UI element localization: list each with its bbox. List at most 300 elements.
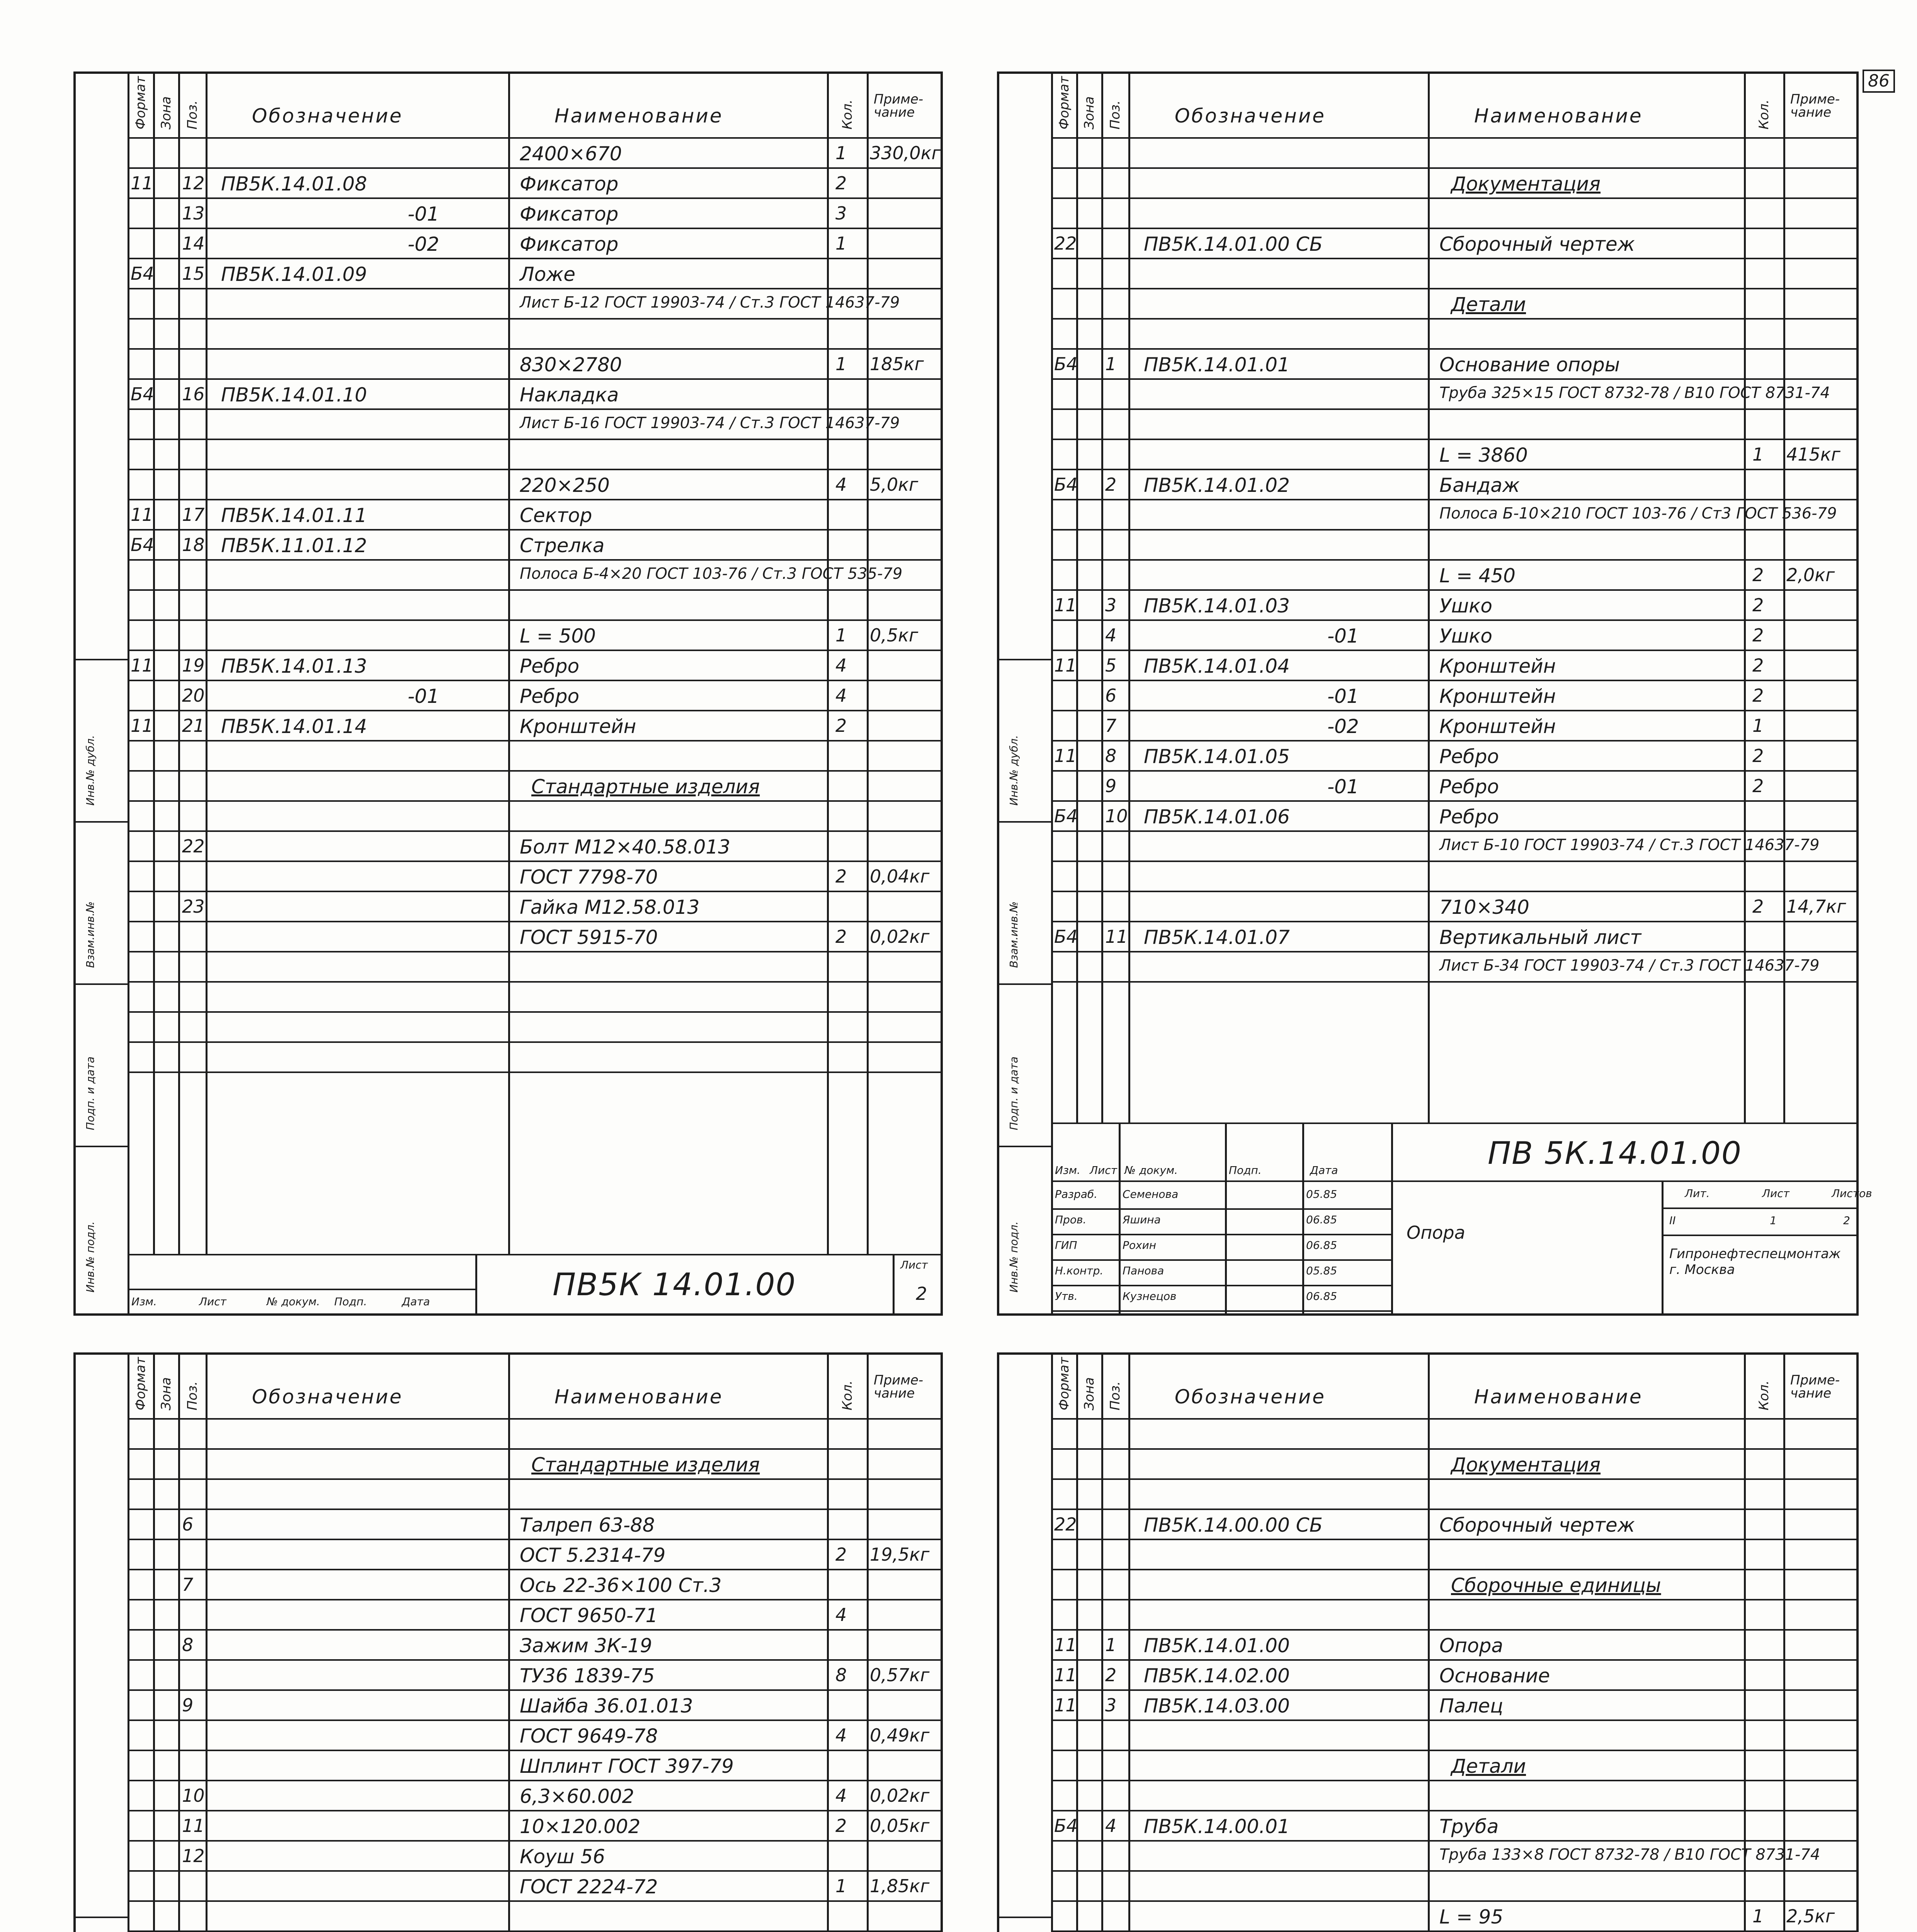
row-line — [1051, 619, 1859, 621]
row-note: 415кг — [1786, 444, 1840, 465]
row-format: Б4 — [131, 384, 154, 405]
row-quantity: 2 — [835, 866, 847, 887]
stamp-role: ГИП — [1055, 1239, 1077, 1252]
header-name: Наименование — [1474, 105, 1643, 127]
row-line — [1051, 1810, 1859, 1811]
row-line — [128, 650, 943, 651]
row-quantity: 2 — [1752, 685, 1764, 706]
row-name: Шайба 36.01.013 — [520, 1695, 693, 1717]
stamp-code-line — [1391, 1180, 1859, 1182]
header-format: Формат — [1056, 1357, 1072, 1410]
header-qty: Кол. — [839, 1380, 855, 1410]
row-name: Ложе — [520, 263, 575, 286]
stamp-col-ndoc: № докум. — [267, 1295, 320, 1308]
stamp-col-list: Лист — [199, 1295, 226, 1308]
header-qty: Кол. — [1756, 1380, 1772, 1410]
row-name: 830×2780 — [520, 354, 622, 376]
row-line — [128, 861, 943, 862]
row-designation: -01 — [408, 685, 439, 707]
column-divider — [508, 71, 510, 1254]
row-note: 2,5кг — [1786, 1906, 1835, 1927]
row-designation: -02 — [1327, 715, 1359, 738]
stamp-date: 06.85 — [1306, 1213, 1337, 1226]
row-line — [1051, 1840, 1859, 1842]
section-heading: Стандартные изделия — [531, 1454, 760, 1476]
section-heading: Документация — [1451, 1454, 1601, 1476]
stamp-person: Семенова — [1123, 1188, 1179, 1201]
row-name: Коуш 56 — [520, 1845, 605, 1868]
stamp-role: Разраб. — [1055, 1188, 1098, 1201]
stamp-line — [1051, 1310, 1391, 1312]
row-position: 1 — [1105, 354, 1117, 374]
row-name: Ребро — [520, 655, 580, 677]
row-name: Вертикальный лист — [1439, 926, 1641, 949]
side-stamp-label: Подп. и дата — [84, 1056, 97, 1130]
row-quantity: 1 — [1752, 1906, 1764, 1927]
row-note: 0,57кг — [870, 1665, 930, 1685]
row-note: 0,02кг — [870, 926, 930, 947]
row-name: Лист Б-34 ГОСТ 19903-74 / Ст.3 ГОСТ 14637-79 — [1439, 957, 1820, 975]
stamp-line — [1662, 1208, 1859, 1209]
row-name: Основание опоры — [1439, 354, 1620, 376]
row-name: Ребро — [1439, 806, 1499, 828]
row-line — [1051, 288, 1859, 289]
side-stamp-divider — [997, 821, 1051, 823]
row-format: 11 — [1054, 655, 1077, 676]
header-designation: Обозначение — [252, 1386, 403, 1408]
sheet-number: 2 — [916, 1283, 927, 1304]
side-stamp-divider — [997, 983, 1051, 985]
row-line — [1051, 439, 1859, 440]
row-name: Фиксатор — [520, 203, 619, 225]
column-divider — [153, 1352, 155, 1932]
side-stamp-label: Подп. и дата — [1007, 1056, 1020, 1130]
row-name: Кронштейн — [1439, 715, 1556, 738]
row-line — [128, 589, 943, 591]
row-designation: ПВ5К.14.01.06 — [1144, 806, 1290, 828]
row-line — [1051, 830, 1859, 832]
row-position: 7 — [182, 1574, 194, 1595]
row-designation: ПВ5К.14.01.07 — [1144, 926, 1290, 949]
row-designation: ПВ5К.14.01.08 — [221, 173, 367, 195]
row-line — [128, 499, 943, 500]
header-note: Приме-чание — [874, 1372, 924, 1401]
header-zone: Зона — [158, 1377, 174, 1410]
row-quantity: 2 — [1752, 625, 1764, 646]
sheet-label: Лист — [900, 1259, 928, 1271]
row-name: Ребро — [520, 685, 580, 707]
row-line — [128, 921, 943, 922]
stamp-top — [128, 1254, 943, 1255]
row-name: Зажим 3К-19 — [520, 1634, 652, 1657]
row-position: 23 — [182, 896, 205, 917]
row-name: Труба 133×8 ГОСТ 8732-78 / В10 ГОСТ 8731-74 — [1439, 1846, 1820, 1864]
row-quantity: 1 — [835, 233, 847, 254]
row-line — [128, 469, 943, 470]
row-name: Бандаж — [1439, 474, 1520, 497]
row-format: 11 — [1054, 1665, 1077, 1685]
row-line — [128, 1719, 943, 1721]
row-line — [1051, 1780, 1859, 1781]
stamp-div — [475, 1254, 477, 1316]
row-position: 2 — [1105, 474, 1117, 495]
row-note: 0,02кг — [870, 1785, 930, 1806]
stamp-role: Н.контр. — [1055, 1264, 1104, 1277]
stamp-mid — [128, 1289, 475, 1290]
column-divider — [178, 71, 180, 1254]
row-position: 21 — [182, 715, 205, 736]
row-line — [1051, 378, 1859, 380]
row-quantity: 4 — [835, 1785, 847, 1806]
row-note: 330,0кг — [870, 143, 941, 163]
row-format: 11 — [1054, 1634, 1077, 1655]
row-line — [1051, 1870, 1859, 1872]
row-name: ГОСТ 9649-78 — [520, 1725, 658, 1747]
stamp-line — [1051, 1234, 1391, 1235]
row-format: 22 — [1054, 1514, 1077, 1535]
row-name: ГОСТ 5915-70 — [520, 926, 658, 949]
stamp-div — [1119, 1122, 1121, 1316]
row-position: 12 — [182, 1845, 205, 1866]
row-position: 22 — [182, 836, 205, 857]
row-position: 17 — [182, 504, 205, 525]
row-name: L = 95 — [1439, 1906, 1504, 1928]
side-stamp-divider — [997, 659, 1051, 660]
row-designation: ПВ5К.14.01.09 — [221, 263, 367, 286]
row-line — [1051, 1599, 1859, 1600]
section-heading: Документация — [1451, 173, 1601, 195]
row-line — [128, 408, 943, 410]
stamp-sheets: 2 — [1843, 1214, 1850, 1227]
row-line — [128, 258, 943, 259]
row-line — [128, 1900, 943, 1902]
row-note: 14,7кг — [1786, 896, 1846, 917]
row-name: Ушко — [1439, 625, 1493, 647]
header-divider — [1051, 137, 1859, 139]
stamp-lit-label: Лит. — [1685, 1187, 1710, 1200]
row-line — [1051, 1689, 1859, 1691]
row-line — [128, 1569, 943, 1570]
column-divider — [1428, 1352, 1430, 1932]
row-name: Кронштейн — [520, 715, 636, 738]
header-divider — [128, 137, 943, 139]
row-quantity: 2 — [1752, 776, 1764, 796]
row-line — [128, 1780, 943, 1781]
header-format: Формат — [1056, 76, 1072, 129]
row-name: Ребро — [1439, 745, 1499, 768]
row-quantity: 2 — [1752, 565, 1764, 585]
header-name: Наименование — [555, 1386, 723, 1408]
row-line — [128, 680, 943, 681]
side-stamp-divider — [73, 659, 128, 660]
row-name: Шплинт ГОСТ 397-79 — [520, 1755, 734, 1777]
row-line — [128, 891, 943, 892]
row-quantity: 2 — [835, 1544, 847, 1565]
row-quantity: 2 — [1752, 655, 1764, 676]
stamp-sheets-label: Листов — [1832, 1187, 1872, 1200]
column-divider — [1428, 71, 1430, 1122]
side-stamp-label: Взам.инв.№ — [1007, 901, 1020, 968]
row-quantity: 2 — [835, 173, 847, 194]
row-name: 2400×670 — [520, 143, 622, 165]
stamp-col-podp: Подп. — [1229, 1164, 1262, 1177]
row-line — [1051, 1478, 1859, 1480]
side-stamp-divider — [73, 983, 128, 985]
column-divider — [1128, 1352, 1130, 1932]
row-line — [1051, 589, 1859, 591]
row-line — [128, 288, 943, 289]
row-position: 9 — [182, 1695, 194, 1716]
row-name: Лист Б-16 ГОСТ 19903-74 / Ст.3 ГОСТ 14637-79 — [520, 414, 900, 432]
row-quantity: 1 — [835, 1876, 847, 1896]
row-designation: ПВ5К.11.01.12 — [221, 534, 367, 557]
row-line — [128, 1629, 943, 1631]
row-line — [1051, 559, 1859, 561]
header-note: Приме-чание — [874, 92, 924, 120]
row-position: 9 — [1105, 776, 1117, 796]
row-line — [128, 619, 943, 621]
row-line — [1051, 951, 1859, 952]
row-designation: ПВ5К.14.02.00 — [1144, 1665, 1290, 1687]
stamp-div — [893, 1254, 895, 1316]
row-line — [1051, 1569, 1859, 1570]
row-line — [128, 529, 943, 531]
row-line — [128, 1071, 943, 1073]
side-stamp-label: Инв.№ подл. — [1007, 1221, 1020, 1293]
row-line — [128, 981, 943, 983]
row-quantity: 2 — [835, 715, 847, 736]
row-name: Полоса Б-10×210 ГОСТ 103-76 / Ст3 ГОСТ 536-79 — [1439, 505, 1837, 522]
row-format: Б4 — [131, 534, 154, 555]
row-format: Б4 — [131, 263, 154, 284]
row-name: ГОСТ 9650-71 — [520, 1604, 658, 1627]
row-format: 11 — [1054, 595, 1077, 616]
row-name: 6,3×60.002 — [520, 1785, 634, 1808]
row-designation: -01 — [408, 203, 439, 225]
row-name: Ушко — [1439, 595, 1493, 617]
header-pos: Поз. — [184, 1381, 200, 1410]
row-name: Талреп 63-88 — [520, 1514, 655, 1536]
row-name: Кронштейн — [1439, 655, 1556, 677]
header-format: Формат — [133, 76, 148, 129]
side-stamp-label: Инв.№ дубл. — [1007, 735, 1020, 806]
column-divider — [827, 71, 829, 1254]
row-designation: -02 — [408, 233, 439, 255]
section-heading: Стандартные изделия — [531, 776, 760, 798]
row-line — [1051, 499, 1859, 500]
row-line — [128, 1810, 943, 1811]
row-line — [1051, 348, 1859, 350]
row-quantity: 2 — [835, 926, 847, 947]
section-heading: Детали — [1451, 293, 1526, 316]
document-code: ПВ5К 14.01.00 — [553, 1267, 796, 1303]
stamp-col-izm: Изм. — [131, 1295, 157, 1308]
row-position: 3 — [1105, 595, 1117, 616]
column-divider — [153, 71, 155, 1254]
row-name: ГОСТ 7798-70 — [520, 866, 658, 888]
stamp-sheet-label: Лист — [1762, 1187, 1789, 1200]
row-line — [1051, 529, 1859, 531]
row-line — [1051, 1930, 1859, 1932]
row-quantity: 1 — [835, 354, 847, 374]
stamp-sheet: 1 — [1770, 1214, 1777, 1227]
header-pos: Поз. — [184, 100, 200, 129]
row-quantity: 1 — [1752, 444, 1764, 465]
stamp-date: 05.85 — [1306, 1188, 1337, 1201]
row-position: 10 — [1105, 806, 1128, 827]
header-pos: Поз. — [1107, 1381, 1123, 1410]
stamp-col-izm: Изм. — [1055, 1164, 1080, 1177]
row-quantity: 4 — [835, 655, 847, 676]
row-position: 8 — [1105, 745, 1117, 766]
row-quantity: 4 — [835, 685, 847, 706]
row-designation: ПВ5К.14.01.00 — [1144, 1634, 1290, 1657]
row-line — [1051, 981, 1859, 983]
row-designation: ПВ5К.14.00.01 — [1144, 1815, 1290, 1838]
row-note: 0,5кг — [870, 625, 919, 646]
row-format: Б4 — [1054, 354, 1078, 374]
stamp-col-data: Дата — [1310, 1164, 1338, 1177]
stamp-div — [1302, 1122, 1304, 1316]
row-quantity: 1 — [835, 625, 847, 646]
row-line — [1051, 1659, 1859, 1661]
header-designation: Обозначение — [252, 105, 403, 127]
row-line — [1051, 650, 1859, 651]
row-designation: -01 — [1327, 685, 1359, 707]
header-name: Наименование — [1474, 1386, 1643, 1408]
row-note: 19,5кг — [870, 1544, 930, 1565]
row-line — [128, 348, 943, 350]
row-designation: ПВ5К.14.01.01 — [1144, 354, 1290, 376]
stamp-top — [1051, 1122, 1859, 1124]
row-line — [128, 378, 943, 380]
row-name: Сборочный чертеж — [1439, 1514, 1635, 1536]
row-quantity: 2 — [835, 1815, 847, 1836]
row-line — [1051, 1539, 1859, 1540]
row-designation: ПВ5К.14.01.10 — [221, 384, 367, 406]
row-format: 11 — [131, 655, 153, 676]
row-designation: ПВ5К.14.01.05 — [1144, 745, 1290, 768]
stamp-person: Кузнецов — [1123, 1290, 1177, 1303]
column-divider — [1101, 1352, 1103, 1932]
row-designation: ПВ5К.14.01.14 — [221, 715, 367, 738]
row-line — [128, 1659, 943, 1661]
column-divider — [1744, 1352, 1746, 1932]
row-line — [128, 318, 943, 320]
stamp-line — [1051, 1180, 1391, 1182]
row-line — [1051, 1719, 1859, 1721]
organization: Гипронефтеспецмонтаж г. Москва — [1669, 1246, 1841, 1277]
side-stamp-divider — [73, 1146, 128, 1147]
row-line — [1051, 891, 1859, 892]
stamp-col-data: Дата — [402, 1295, 430, 1308]
row-line — [1051, 228, 1859, 229]
row-designation: -01 — [1327, 776, 1359, 798]
row-quantity: 2 — [1752, 595, 1764, 616]
row-position: 15 — [182, 263, 205, 284]
row-name: Труба — [1439, 1815, 1499, 1838]
header-designation: Обозначение — [1175, 1386, 1326, 1408]
row-name: Сборочный чертеж — [1439, 233, 1635, 255]
row-designation: ПВ5К.14.03.00 — [1144, 1695, 1290, 1717]
row-format: Б4 — [1054, 1815, 1078, 1836]
row-line — [1051, 680, 1859, 681]
side-stamp-label: Взам.инв.№ — [84, 901, 97, 968]
row-name: Сектор — [520, 504, 592, 527]
row-quantity: 2 — [1752, 745, 1764, 766]
stamp-person: Яшина — [1123, 1213, 1161, 1226]
row-line — [1051, 800, 1859, 802]
row-line — [1051, 1900, 1859, 1902]
row-format: 11 — [131, 173, 153, 194]
row-name: Фиксатор — [520, 173, 619, 195]
row-quantity: 1 — [1752, 715, 1764, 736]
header-zone: Зона — [1081, 96, 1097, 129]
row-line — [128, 1011, 943, 1013]
stamp-line — [1051, 1259, 1391, 1261]
row-line — [1051, 740, 1859, 742]
row-line — [128, 197, 943, 199]
row-position: 4 — [1105, 625, 1117, 646]
side-stamp-label: Инв.№ дубл. — [84, 735, 97, 806]
row-position: 10 — [182, 1785, 205, 1806]
column-divider — [206, 71, 208, 1254]
row-line — [128, 1930, 943, 1932]
row-name: Гайка М12.58.013 — [520, 896, 700, 918]
row-line — [128, 1840, 943, 1842]
row-position: 14 — [182, 233, 205, 254]
row-note: 5,0кг — [870, 474, 919, 495]
stamp-col-ndoc: № докум. — [1124, 1164, 1178, 1177]
row-position: 20 — [182, 685, 205, 706]
row-line — [1051, 1509, 1859, 1510]
row-name: Лист Б-10 ГОСТ 19903-74 / Ст.3 ГОСТ 14637-79 — [1439, 836, 1820, 854]
row-name: Фиксатор — [520, 233, 619, 255]
row-format: 11 — [131, 715, 153, 736]
row-line — [128, 1689, 943, 1691]
row-line — [1051, 469, 1859, 470]
row-line — [128, 1599, 943, 1600]
row-line — [1051, 1629, 1859, 1631]
row-line — [128, 1870, 943, 1872]
header-designation: Обозначение — [1175, 105, 1326, 127]
row-position: 6 — [182, 1514, 194, 1535]
row-name: 710×340 — [1439, 896, 1529, 918]
row-name: Палец — [1439, 1695, 1503, 1717]
column-divider — [867, 1352, 869, 1932]
header-zone: Зона — [1081, 1377, 1097, 1410]
row-position: 2 — [1105, 1665, 1117, 1685]
row-designation: ПВ5К.14.01.11 — [221, 504, 367, 527]
document-code: ПВ 5К.14.01.00 — [1488, 1135, 1742, 1171]
row-name: ОСТ 5.2314-79 — [520, 1544, 666, 1566]
row-name: Основание — [1439, 1665, 1550, 1687]
row-name: 10×120.002 — [520, 1815, 641, 1838]
row-position: 12 — [182, 173, 205, 194]
page-number: 86 — [1863, 70, 1895, 93]
row-format: 11 — [131, 504, 153, 525]
stamp-person: Панова — [1123, 1264, 1164, 1277]
row-note: 0,05кг — [870, 1815, 930, 1836]
row-line — [128, 439, 943, 440]
row-designation: ПВ5К.14.00.00 СБ — [1144, 1514, 1323, 1536]
row-designation: ПВ5К.14.01.03 — [1144, 595, 1290, 617]
row-line — [1051, 408, 1859, 410]
side-stamp-divider — [997, 1917, 1051, 1918]
stamp-col-list: Лист — [1090, 1164, 1117, 1177]
row-format: Б4 — [1054, 474, 1078, 495]
stamp-div — [1225, 1122, 1227, 1316]
